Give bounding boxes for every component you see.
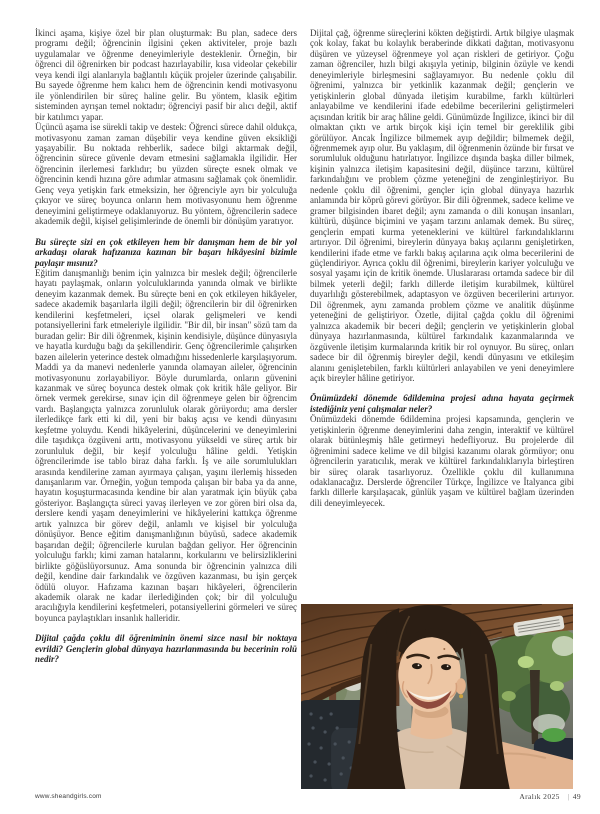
footer-divider: | [567,792,570,801]
footer-website: www.sheandgirls.com [35,793,102,800]
interview-answer: Eğitim danışmanlığı benim için yalnızca bir meslek değil; öğrencilerle hayatı paylaşmak, onların yolculuklarında yanında olmak ve birlikte deneyim kazanmak demek. Bu süreçte beni en çok etkileyen hikâyeler, sadece akademik başarılarla ilgili değil; öğrencilerin bir dil öğrenirken kendilerini keşfetmeleri, içsel olarak gelişmeleri ve kendi potansiyellerini fark etmeleriyle ilgilidir. "Bir dil, bir insan" sözü tam da buradan gelir: Bir dili öğrenmek, kişinin kendisiyle, düşünce dünyasıyla ve hayatla kurduğu bağı da şekillendirir. Genç öğrencilerimle çalışırken bazen ailelerin yeterince destek olmadığını hissedenlerle karşılaşıyorum. Maddi ya da manevi nedenlerle yanında olamayan aileler, öğrencinin motivasyonunu zorlayabiliyor. Böyle durumlarda, onların güvenini kazanmak ve süreç boyunca destek olmak çok kritik hâle geliyor. Bir örnek vermek gerekirse, sınav için dil öğrenmeye gelen bir öğrencim vardı. Başlangıçta yalnızca zorunluluk olarak görüyordu; ama dersler ilerledikçe fark etti ki dil, yeni bir bakış açısı ve kendi dünyasını keşfetme yoluydu. Kendi hikâyelerini, düşüncelerini ve deneyimlerini dile taşıdıkça özgüveni arttı, motivasyonu yükseldi ve süreç artık bir zorunluluk değil, bir keşif yolculuğu hâline geldi. Yetişkin öğrencilerimde ise tablo biraz daha farklı. İş ve aile sorumlulukları arasında kendilerine zaman ayırmaya çalışan, yaşını ilerlemiş hisseden danışanlarım var. Örneğin, yoğun tempoda çalışan bir baba ya da anne, hayatın koşuşturmacasında kendine bir alan yaratmak için büyük çaba gösteriyor. Başlangıçta süreci yavaş ilerleyen ve zor gören biri olsa da, derslere kendi yaşam deneyimlerini ve hikâyelerini kattıkça öğrenme artık yalnızca bir görev değil, anlamlı ve kişisel bir yolculuğa dönüşüyor. Bence eğitim danışmanlığının büyüsü, sadece akademik başarıdan değil; öğrencilerle kurulan bağdan geliyor. Her öğrencinin yolculuğu farklı; kimi zaman hatalarını, korkularını ve belirsizliklerini birlikte göğüslüyorsunuz. Ama sonunda bir öğrencinin yalnızca dili değil, kendine dair farkındalık ve özgüven kazanması, bu işin gerçek ödülü oluyor. Hafızama kazınan başarı hikâyeleri, öğrencilerin akademik olarak ne kadar ilerlediğinden çok; bir dil yolculuğu aracılığıyla kendilerini keşfetmeleri, potansiyellerini görmeleri ve süreç boyunca paylaştıkları insanlık halleridir. [35,267,297,623]
body-paragraph: İkinci aşama, kişiye özel bir plan oluşturmak: Bu plan, sadece ders programı değil; öğrencinin ilgisini çeken aktiviteler, proje bazlı uygulamalar ve öğrenme deneyimleriyle desteklenir. Örneğin, bir öğrenci dil öğrenirken bir podcast hazırlayabilir, kısa videolar çekebilir veya kendi ilgi alanlarıyla bağlantılı küçük projeler üzerinde çalışabilir. Bu sayede öğrenme hem kalıcı hem de öğrencinin kendi motivasyonu ile yönlendirilen bir süreç haline gelir. Bu yöntem, klasik eğitim sisteminden ayrışan temel noktadır; öğrenciyi pasif bir alıcı değil, aktif bir katılımcı yapar. [35,28,297,122]
left-column [35,28,297,665]
body-paragraph: Üçüncü aşama ise sürekli takip ve destek: Öğrenci sürece dahil oldukça, motivasyonu zaman zaman düşebilir veya kendine güven eksikliği yaşayabilir. Bu noktada rehberlik, sadece bilgi aktarmak değil, öğrencinin sürece güvenle devam etmesini sağlamakla ilgilidir. Her öğrencinin ilerlemesi farklıdır; bu yüzden süreçte esnek olmak ve öğrencinin kendi hızına göre adımlar atmasını sağlamak çok önemlidir. Genç veya yetişkin fark etmeksizin, her öğrenciyle ayrı bir yolculuğa çıkıyor ve süreç boyunca onların hem motivasyonunu hem öğrenme deneyimini geliştirmeye odaklanıyoruz. Bu yöntem, öğrencilerin sadece akademik değil, kişisel gelişimlerinde de önemli bir dönüşüm yaratıyor. [35,122,297,227]
interview-question: Dijital çağda çoklu dil öğreniminin önemi sizce nasıl bir noktaya evrildi? Gençlerin global dünyaya hazırlanmasında bu becerinin rolü nedir? [35,633,297,665]
interview-question: Bu süreçte sizi en çok etkileyen hem bir danışman hem de bir yol arkadaşı olarak hafızanıza kazınan bir başarı hikâyesini bizimle paylaşır mısınız? [35,236,297,268]
interviewee-photo [301,604,573,789]
interview-answer: Dijital çağ, öğrenme süreçlerini kökten değiştirdi. Artık bilgiye ulaşmak çok kolay, fakat bu kolaylık beraberinde dikkati dağıtan, motivasyonu düşüren ve yüzeysel öğrenmeye yol açan riskleri de getiriyor. Çoğu zaman öğrenciler, hızlı bilgi akışıyla yetinip, bilginin özüyle ve kendi deneyimleriyle birleşmesini sağlayamıyor. Bu nedenle çoklu dil öğrenimi, yalnızca bir yetkinlik kazanmak değil; gençlerin ve yetişkinlerin global dünyada iletişim kurabilme, farklı kültürleri anlayabilme ve kendilerini ifade edebilme becerilerini geliştirmeleri açısından kritik bir araç hâline geldi. Günümüzde İngilizce, ikinci bir dil olmaktan çıktı ve artık birçok kişi için temel bir gereklilik gibi görülüyor. Ancak İngilizce bilmemek ayıp değildir; bilmemek değil, öğrenmemek ayıp olur. Bu yaklaşım, dil öğrenmenin özünde bir fırsat ve sorumluluk olduğunu hatırlatıyor. İngilizce dışında başka diller bilmek, kişinin yalnızca iletişim kapasitesini değil, düşünce tarzını, kültürel farkındalığını ve problem çözme yeteneğini de zenginleştiriyor. Bu nedenle çoklu dil öğrenimi, gençler için global dünyaya hazırlık anlamında bir köprü görevi görüyor. Bir dili öğrenmek, sadece kelime ve gramer bilgisinden ibaret değil; aynı zamanda o dili konuşan insanları, kültürü, düşünce biçimini ve yaşam tarzını anlamak demek. Bu süreç, gençlerin empati kurma yeteneklerini ve kültürel farkındalıklarını artırıyor. Dil öğrenimi, bireylerin dünyaya bakış açılarını genişletirken, kendilerini ifade etme ve farklı bakış açılarına açık olma becerilerini de güçlendiriyor. Ayrıca çoklu dil öğrenimi, bireylerin kariyer yolculuğu ve sosyal yaşamı için de kritik önemde. Uluslararası ortamda sadece bir dil bilmek yeterli değil; farklı dillerde iletişim kurabilmek, kültürel duyarlılığı gösterebilmek, adaptasyon ve özgüven becerilerini artırıyor. Dil öğrenmek, aynı zamanda problem çözme ve analitik düşünme yeteneğini de geliştiriyor. Özetle, dijital çağda çoklu dil öğrenimi yalnızca akademik bir beceri değil; gençlerin ve yetişkinlerin global dünyaya hazırlanmasında, kültürel farkındalık kazanmalarında ve özgüvenle iletişim kurmalarında kritik bir rol oynuyor. Bu süreç, onları sadece bir dil öğrenmiş bireyler değil, kendi dünyasını ve etkileşim alanını genişletebilen, farklı kültürleri anlayabilen ve yeni deneyimlere açık bireyler hâline getiriyor. [310,28,574,383]
footer-issue: Aralık 2025 [519,792,560,801]
footer-issue-page [519,792,581,801]
interview-answer: Önümüzdeki dönemde 6dildemina projesi kapsamında, gençlerin ve yetişkinlerin öğrenme deneyimlerini daha zengin, interaktif ve kültürel olarak bütünleşmiş hâle getirmeyi hedefliyoruz. Bu projelerde dil öğrenimini sadece kelime ve dil bilgisi kazanımı olarak görmüyor; onu öğrencilerin yaratıcılık, merak ve kültürel farkındalıklarıyla birleştiren bir süreç olarak tasarlıyoruz. Özellikle çoklu dil kullanımına odaklanacağız. Derslerde öğrenciler Türkçe, İngilizce ve İtalyanca gibi farklı dillerle karşılaşacak, günlük yaşam ve kültürel bağlam üzerinden dili deneyimleyecek. [310,414,574,508]
green-cushion [542,728,566,742]
interviewee-photo-illustration [301,604,573,789]
right-column [310,28,574,508]
interview-question: Önümüzdeki dönemde 6dildemina projesi adına hayata geçirmek istediğiniz yeni çalışmalar neler? [310,393,574,414]
footer-page-number: 49 [572,792,581,801]
